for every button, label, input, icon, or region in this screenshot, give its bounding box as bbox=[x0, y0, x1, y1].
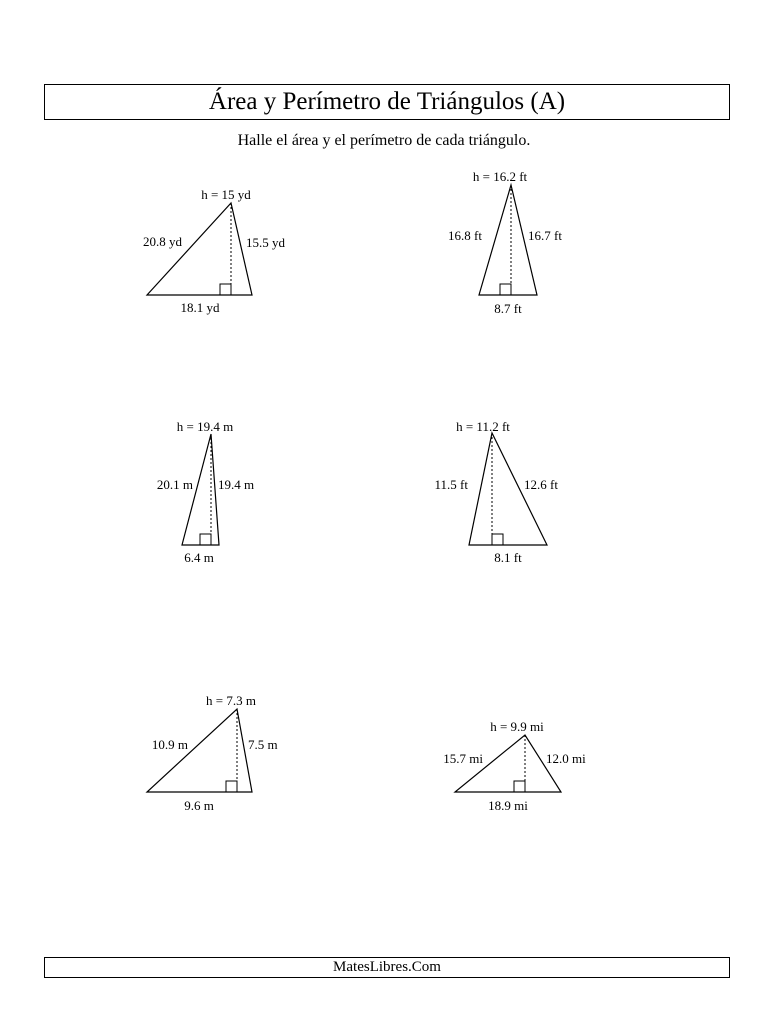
problem-2 bbox=[448, 169, 562, 316]
right-side-label: 12.6 ft bbox=[524, 477, 558, 492]
height-label: h = 11.2 ft bbox=[456, 419, 510, 434]
triangle-shape bbox=[147, 203, 252, 295]
problem-5 bbox=[147, 693, 278, 813]
problem-3 bbox=[157, 419, 254, 565]
left-side-label: 20.8 yd bbox=[143, 234, 182, 249]
height-label: h = 7.3 m bbox=[206, 693, 256, 708]
base-label: 8.7 ft bbox=[494, 301, 522, 316]
base-label: 18.9 mi bbox=[488, 798, 528, 813]
left-side-label: 10.9 m bbox=[151, 737, 188, 752]
instructions: Halle el área y el perímetro de cada triángulo. bbox=[237, 132, 531, 149]
right-side-label: 7.5 m bbox=[248, 737, 278, 752]
problem-4 bbox=[435, 419, 559, 565]
height-label: h = 15 yd bbox=[201, 187, 251, 202]
height-label: h = 9.9 mi bbox=[490, 719, 544, 734]
height-label: h = 19.4 m bbox=[176, 419, 234, 434]
problem-1 bbox=[143, 187, 286, 315]
right-angle-mark bbox=[514, 781, 525, 792]
right-angle-mark bbox=[220, 284, 231, 295]
problem-6 bbox=[443, 719, 586, 813]
base-label: 8.1 ft bbox=[494, 550, 522, 565]
right-angle-mark bbox=[200, 534, 211, 545]
right-side-label: 12.0 mi bbox=[546, 751, 586, 766]
worksheet-title: Área y Perímetro de Triángulos (A) bbox=[44, 84, 730, 120]
right-angle-mark bbox=[500, 284, 511, 295]
base-label: 18.1 yd bbox=[180, 300, 220, 315]
height-label: h = 16.2 ft bbox=[472, 169, 528, 184]
left-side-label: 20.1 m bbox=[156, 477, 193, 492]
left-side-label: 11.5 ft bbox=[434, 477, 468, 492]
left-side-label: 15.7 mi bbox=[443, 751, 483, 766]
footer-site-name: MatesLibres.Com bbox=[44, 957, 730, 978]
right-side-label: 15.5 yd bbox=[246, 235, 285, 250]
left-side-label: 16.8 ft bbox=[448, 228, 482, 243]
base-label: 6.4 m bbox=[184, 550, 214, 565]
right-side-label: 16.7 ft bbox=[528, 228, 562, 243]
right-angle-mark bbox=[492, 534, 503, 545]
right-angle-mark bbox=[226, 781, 237, 792]
base-label: 9.6 m bbox=[184, 798, 214, 813]
right-side-label: 19.4 m bbox=[218, 477, 255, 492]
